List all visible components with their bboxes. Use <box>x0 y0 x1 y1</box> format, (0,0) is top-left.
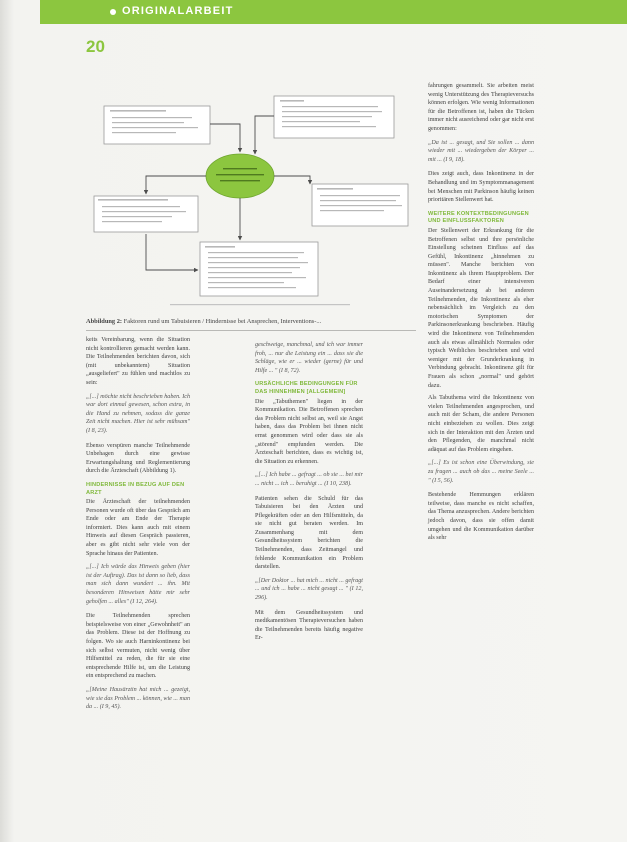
diagram-box-mid-left <box>94 196 198 232</box>
section-heading: WEITERE KONTEXTBEDINGUNGEN UND EINFLUSSFAKTOREN <box>428 210 529 225</box>
body-paragraph: Patienten sehen die Schuld für das Tabuisieren bei den Ärzten und Pflegekräften oder an den Hilfsmitteln, da sie nicht gut beraten werden. Im Zusammenhang mit dem Gesundheitssystem berichten die Teilnehmenden, dass Zeitmangel und fehlende Kommunikation ein Problem darstellen. <box>255 495 363 571</box>
interview-quote: „[Der Doktor ... hat mich ... nicht ... gefragt ... und ich ... habe ... nicht gesagt ... " (I 12, 296). <box>255 577 363 602</box>
diagram-arrow <box>146 176 206 194</box>
body-paragraph: Mit dem Gesundheitssystem und medikamentösen Therapieversuchen haben die Teilnehmenden bereits häufig negative Er- <box>255 609 363 642</box>
interview-quote: „[...] Ich habe ... gefragt ... ob sie ... bei mir ... nicht ... ich ... beruhigt ... (I 10, 238). <box>255 472 363 487</box>
body-paragraph: fahrungen gesammelt. Sie arbeiten meist wenig Unterstützung des Therapieversuchs können erfolgen. Wie wenig Informationen für die Betroffenen ist, haben die Tücken immer nicht ausreichend oder gar nicht erst genommen: <box>428 83 534 132</box>
caption-divider <box>86 330 416 331</box>
body-paragraph: Bestehende Hemmungen erklären teilweise, dass manche es nicht schaffen, das Thema anzusprechen. Andere berichten jedoch davon, dass sie offen damit umgehen und die Kommunikation darüber als sehr <box>428 492 534 542</box>
body-paragraph: keits Vereinbarung, wenn die Situation nicht kontrollieren gemacht werden kann. Die Teilnehmenden berichten davon, sich (mit unbekanntem) Situation „ausgeliefert" zu fühlen und machtlos zu sein: <box>86 337 190 386</box>
figure-caption-text: Faktoren rund um Tabuisieren / Hindernisse bei Ansprechen, Interventions-... <box>123 318 322 325</box>
diagram-arrow <box>146 234 198 270</box>
section-title: ORIGINALARBEIT <box>122 5 234 17</box>
diagram-arrow <box>210 124 240 152</box>
body-paragraph: Die „Tabuthemen" liegen in der Kommunikation. Die Betroffenen sprechen das Problem nicht selbst an, weil sie Angst haben, dass das Problem bei ihnen nicht ernst genommen wird oder dass sie als „störend" empfunden werden. Die Ärzteschaft berichten, dass es wichtig ist, die Situation zu erkennen. <box>255 398 363 465</box>
section-heading: HINDERNISSE IN BEZUG AUF DEN ARZT <box>86 481 185 496</box>
body-paragraph: Die Ärzteschaft der teilnehmenden Personen wurde oft über das Gespräch am Ende oder am Ende der Therapie informiert. Dies kann auch mit einem Hinweis auf diesen Gespräch passieren, aber es gibt nicht sehr viele von der Sprache hinaus der Patienten. <box>86 499 190 557</box>
body-paragraph: Dies zeigt auch, dass Inkontinenz in der Behandlung und im Symptommanagement bei Menschen mit Parkinson häufig keinen prioritären Stellenwert hat. <box>428 171 534 204</box>
section-header-band <box>40 0 627 24</box>
text-column-3 <box>428 82 534 547</box>
diagram-arrow <box>274 176 310 184</box>
text-column-2 <box>255 336 363 647</box>
diagram-arrow <box>255 116 274 154</box>
figure-caption-label: Abbildung 2: <box>86 318 123 325</box>
figure-diagram <box>90 84 412 314</box>
diagram-svg <box>90 84 412 314</box>
interview-quote: „[Meine Hausärztin hat mich ... gezeigt, wie sie das Problem ... können, wie ... man da ... (I 9, 45). <box>86 686 190 711</box>
body-paragraph: Als Tabuthema wird die Inkontinenz von vielen Teilnehmenden angesprochen, und auch mit der Scham, die andere Personen nicht einbeziehen zu wollen. Dies zeigt sich in der Interaktion mit den Ärzten und den Pflegenden, die manchmal nicht adäquat auf das Problem eingehen. <box>428 395 534 453</box>
interview-quote: „[...] Es ist schon eine Überwindung, sie zu fragen ... auch ob das ... meine Seele ... " (I 5, 56). <box>428 460 534 484</box>
interview-quote: „[...] möchte nicht beschrieben haben. Ich war dort einmal gewesen, schon extra, in die Hand zu nehmen, sodass die ganze Zeit nicht machen. Hier ist sehr mühsam" (I 8, 23). <box>86 393 190 434</box>
text-column-1 <box>86 336 190 718</box>
body-paragraph: Der Stellenwert der Erkrankung für die Betroffenen selbst und ihre persönliche Einstellung scheinen Einfluss auf das Gefühl, Inkontinenz „hinnehmen zu müssen". Manche berichten von Inkontinenz als ihrem Hauptproblem. Der Bedarf einer intensiveren Auseinandersetzung ab bei anderen Teilnehmenden, die Inkontinenz als eher nebensächlich im Vergleich zu den motorischen Symptomen der Parkinsonerkrankung beschrieben. Häufig wird die Inkontinenz von Teilnehmenden auch als etwas allmählich Normales oder typisch Weibliches beschrieben und wird weniger mit der Grunderkrankung in Verbindung gebracht. Inkontinenz gilt für Frauen als schon „normal" und gehört dazu. <box>428 227 534 389</box>
section-heading: URSÄCHLICHE BEDINGUNGEN FÜR DAS HINNEHMEN [ALLGEMEIN] <box>255 381 358 395</box>
interview-quote: „Da ist ... gesagt, und Sie sollen ... dann wieder mit ... wiedergeben der Körper ... mit ... (I 9, 18). <box>428 139 534 163</box>
body-paragraph: Ebenso verspüren manche Teilnehmende Unbehagen durch eine gewisse Erwartungshaltung und Reglementierung durch die Ärzteschaft (Abbildung 1). <box>86 442 190 475</box>
interview-quote: „[...] Ich würde das Hinweis geben (hier ist der Auftrag). Das ist dann so lieb, dass man sich dann wundert ... ihn. Mit besonderen Hinweisen hätte mir sehr geholfen ... alles" (I 12, 264). <box>86 564 190 605</box>
body-paragraph: Die Teilnehmenden sprechen beispielsweise von einer „Gewohnheit" an das Problem. Diese ist der Hoffnung zu folgen. Wo sie auch Harninkontinenz bei sich selbst vermuten, nicht wenig über Hilfsmittel zu reden, die für sie eine entsprechende Hilfe ist, um die Leistung ein entsprechend zu machen. <box>86 613 190 680</box>
figure-caption <box>86 318 416 326</box>
interview-quote: geschweige, manchmal, und ich war immer froh, ... nur die Leistung ein ... dass sie die Schläge, wie er ... wieder (gerne) für und Hilfe ... " (I 8, 72). <box>255 342 363 374</box>
page-number: 20 <box>86 37 105 56</box>
bullet-icon <box>110 9 116 15</box>
diagram-box-top-left <box>104 106 210 144</box>
diagram-central-node <box>206 154 274 198</box>
